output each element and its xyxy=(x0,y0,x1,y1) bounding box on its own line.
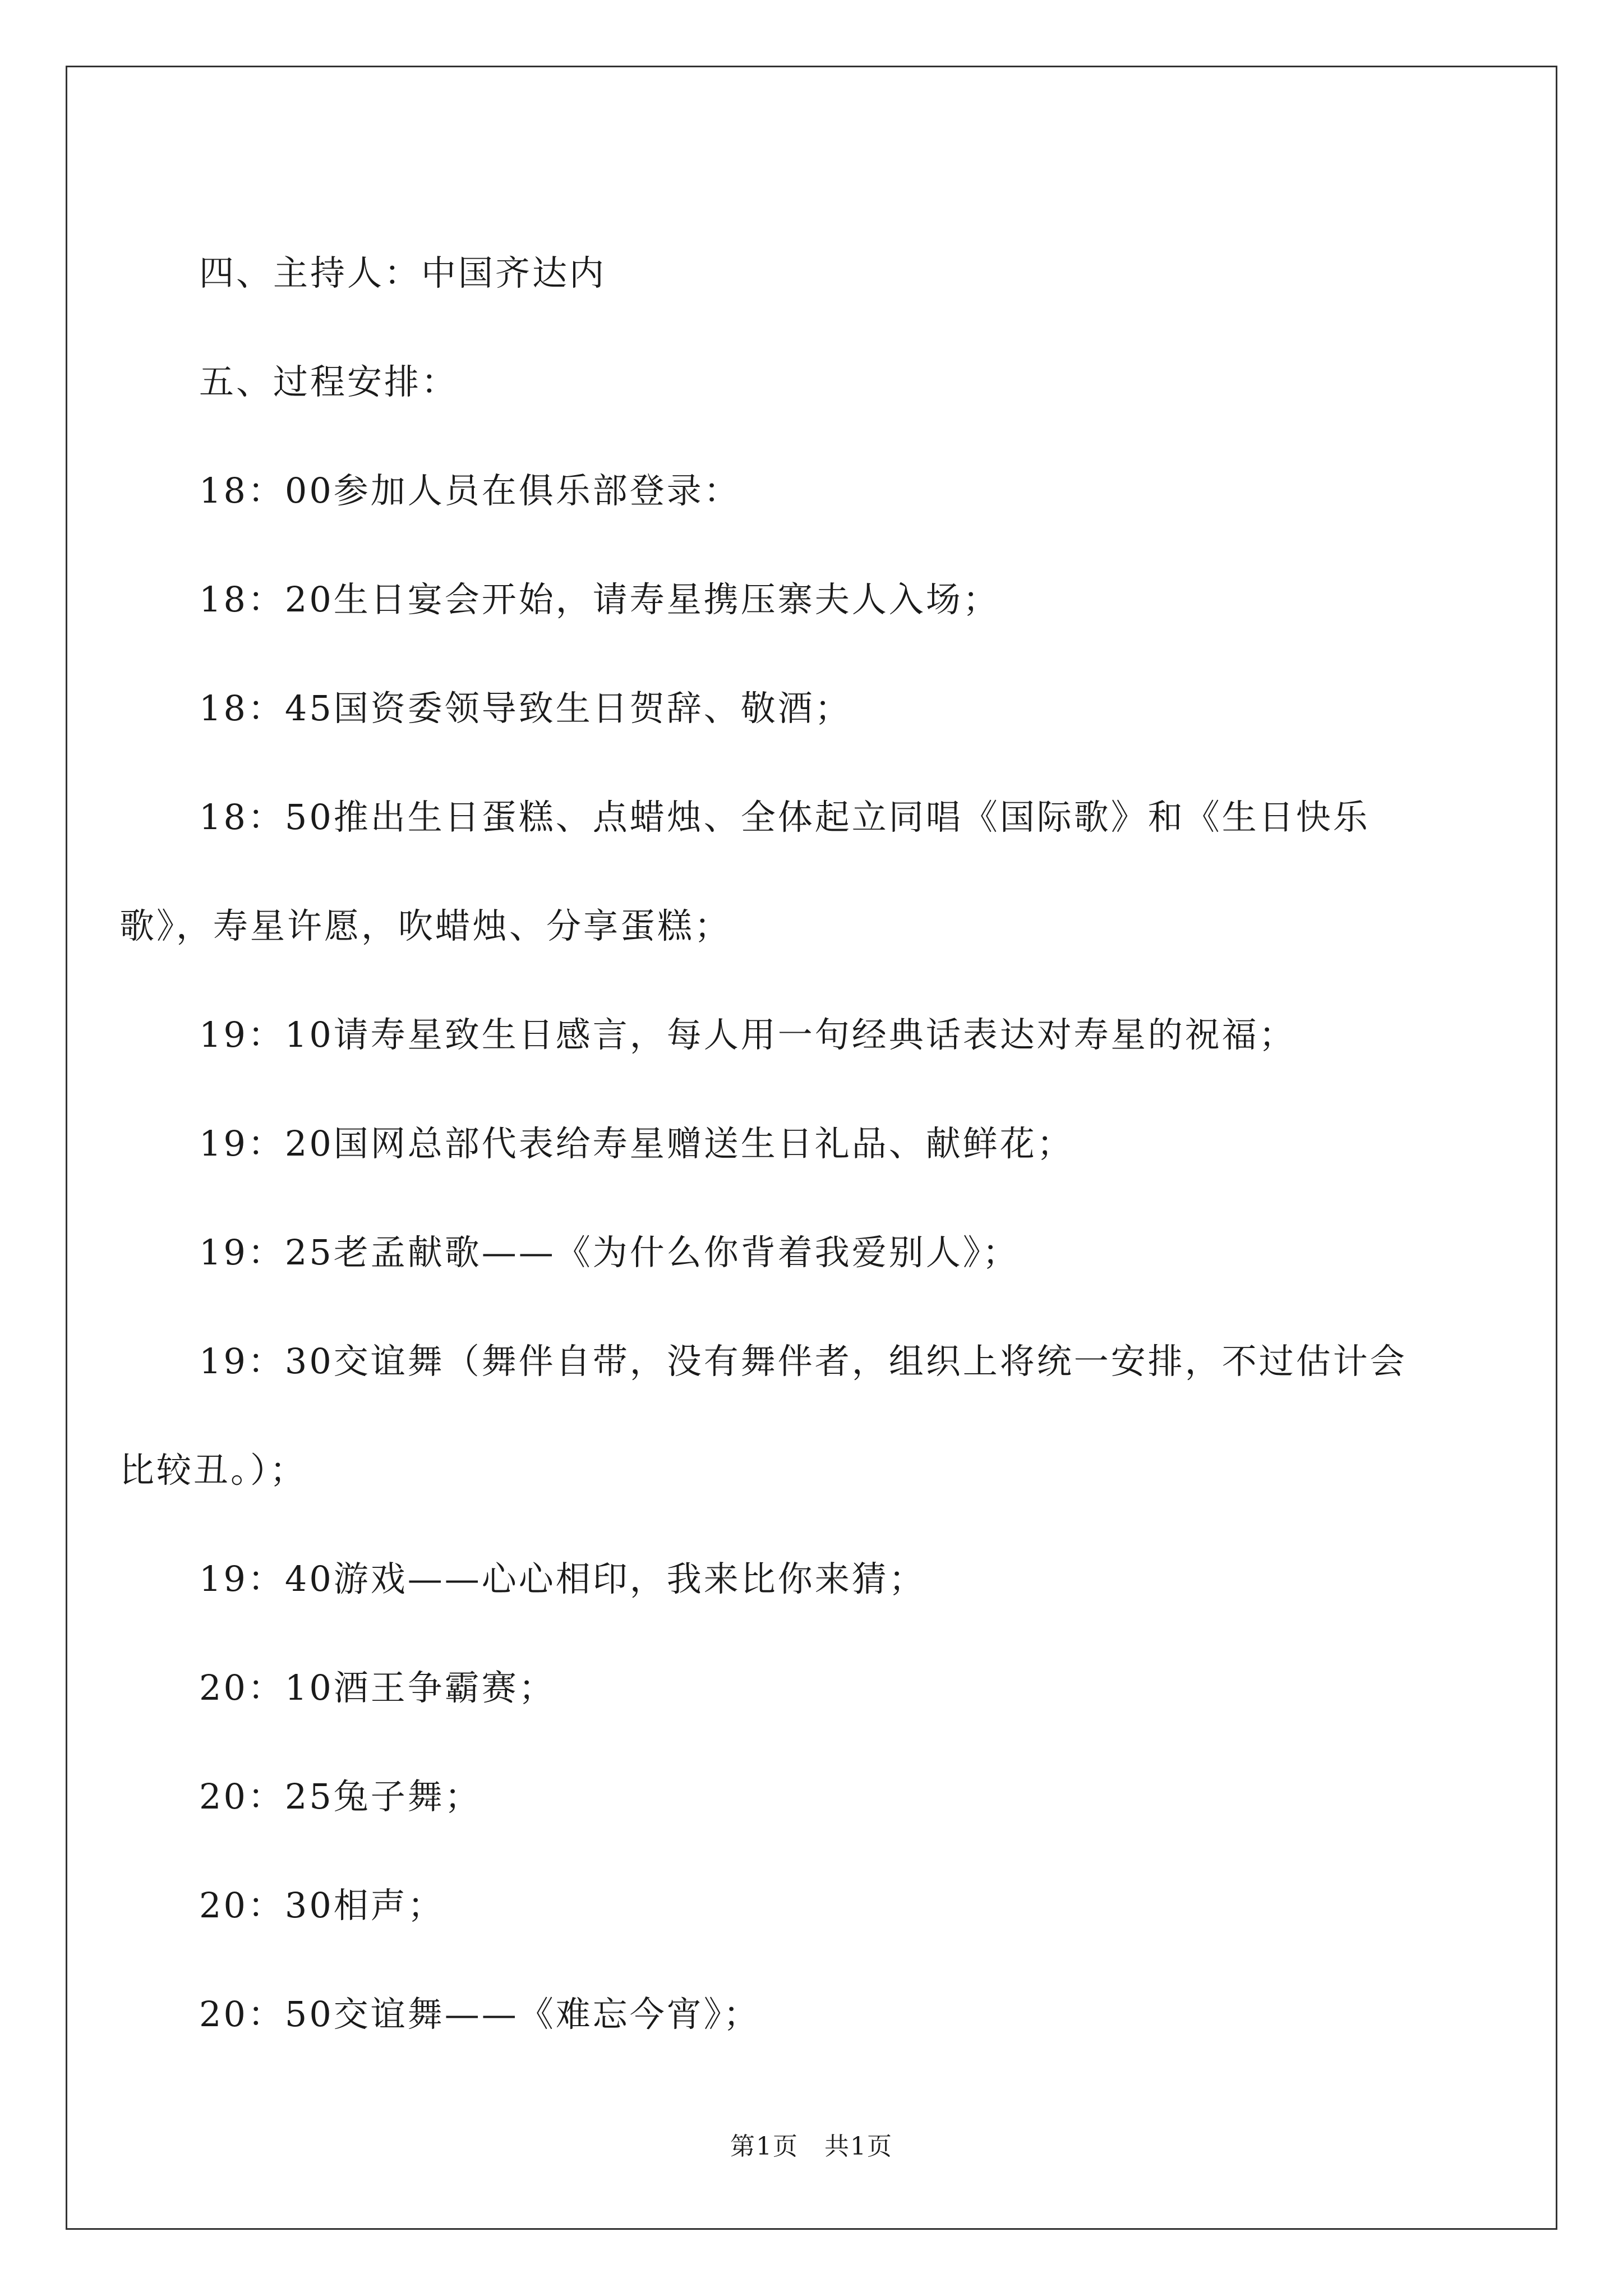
page-total: 共1页 xyxy=(824,2132,893,2161)
paragraph-schedule-item: 19：10请寿星致生日感言，每人用一句经典话表达对寿星的祝福； xyxy=(199,1014,1296,1055)
paragraph-schedule-item: 18：00参加人员在俱乐部登录： xyxy=(199,470,741,511)
paragraph-schedule-item: 20：25兔子舞； xyxy=(199,1776,482,1817)
paragraph-schedule-item: 19：20国网总部代表给寿星赠送生日礼品、献鲜花； xyxy=(199,1123,1074,1164)
paragraph-host: 四、主持人：中国齐达内 xyxy=(199,252,607,293)
page-number: 第1页 xyxy=(730,2132,799,2161)
paragraph-schedule-item: 19：40游戏——心心相印，我来比你来猜； xyxy=(199,1558,926,1599)
paragraph-schedule-item: 19：30交谊舞（舞伴自带，没有舞伴者，组织上将统一安排，不过估计会比较丑。）； xyxy=(119,1341,1407,1490)
paragraph-schedule-item: 18：20生日宴会开始，请寿星携压寨夫人入场； xyxy=(199,579,1000,620)
paragraph-schedule-heading: 五、过程安排： xyxy=(199,361,459,402)
paragraph-schedule-item: 19：25老孟献歌——《为什么你背着我爱别人》； xyxy=(199,1232,1020,1273)
paragraph-schedule-item: 20：30相声； xyxy=(199,1885,445,1926)
paragraph-schedule-item: 20：50交谊舞——《难忘今宵》； xyxy=(199,1994,760,2035)
document-body xyxy=(119,219,1432,2069)
paragraph-schedule-item: 18：50推出生日蛋糕、点蜡烛、全体起立同唱《国际歌》和《生日快乐歌》，寿星许愿，吹蜡烛、分享蛋糕； xyxy=(119,797,1370,946)
paragraph-schedule-item: 20：10酒王争霸赛； xyxy=(199,1667,556,1708)
paragraph-schedule-item: 18：45国资委领导致生日贺辞、敬酒； xyxy=(199,688,852,729)
page-footer xyxy=(0,2126,1623,2162)
